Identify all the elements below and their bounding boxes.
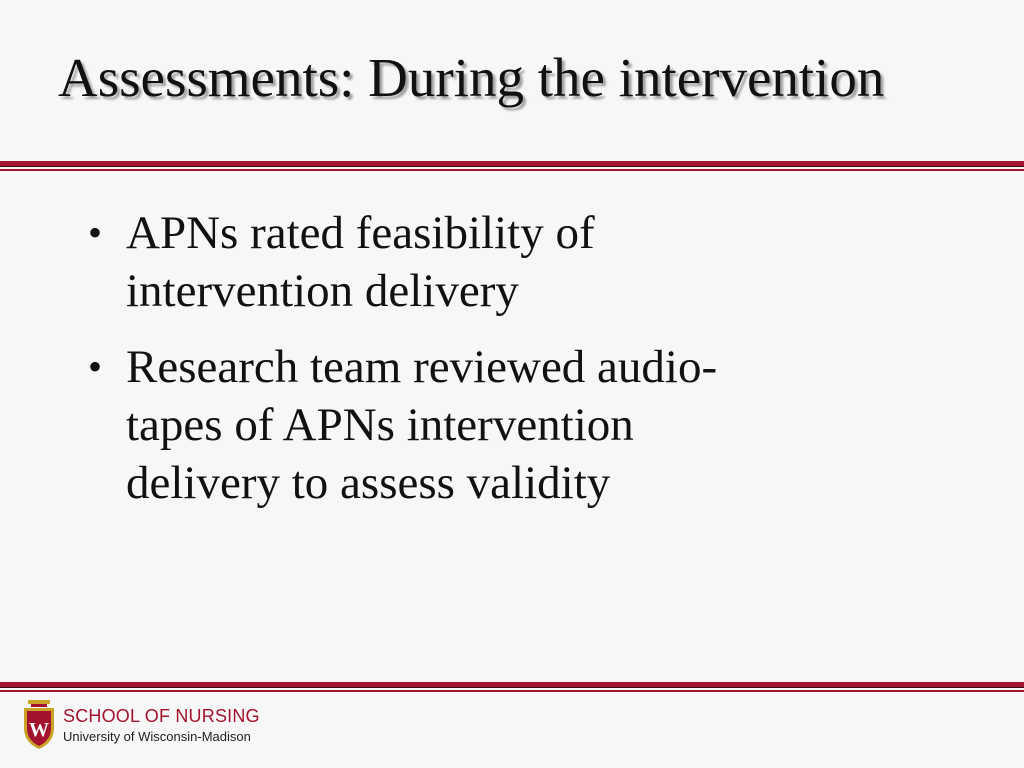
bottom-divider [0, 682, 1024, 694]
bullet-line: delivery to assess validity [126, 457, 611, 509]
svg-text:W: W [29, 719, 49, 741]
bullet-item [88, 204, 888, 320]
university-name: University of Wisconsin-Madison [63, 729, 251, 744]
bullet-line: Research team reviewed audio- [126, 341, 718, 393]
slide-title: Assessments: During the intervention [58, 47, 885, 108]
bullet-line: tapes of APNs intervention [126, 399, 634, 451]
school-logo [22, 696, 282, 756]
bullet-item [88, 338, 888, 512]
school-name: SCHOOL OF NURSING [63, 706, 260, 726]
top-divider [0, 161, 1024, 173]
bullet-list [88, 204, 888, 530]
bullet-icon: • [88, 210, 103, 255]
uw-crest-icon [22, 700, 56, 750]
bullet-line: APNs rated feasibility of [126, 207, 595, 259]
bullet-line: intervention delivery [126, 265, 519, 317]
bullet-icon: • [88, 344, 103, 389]
